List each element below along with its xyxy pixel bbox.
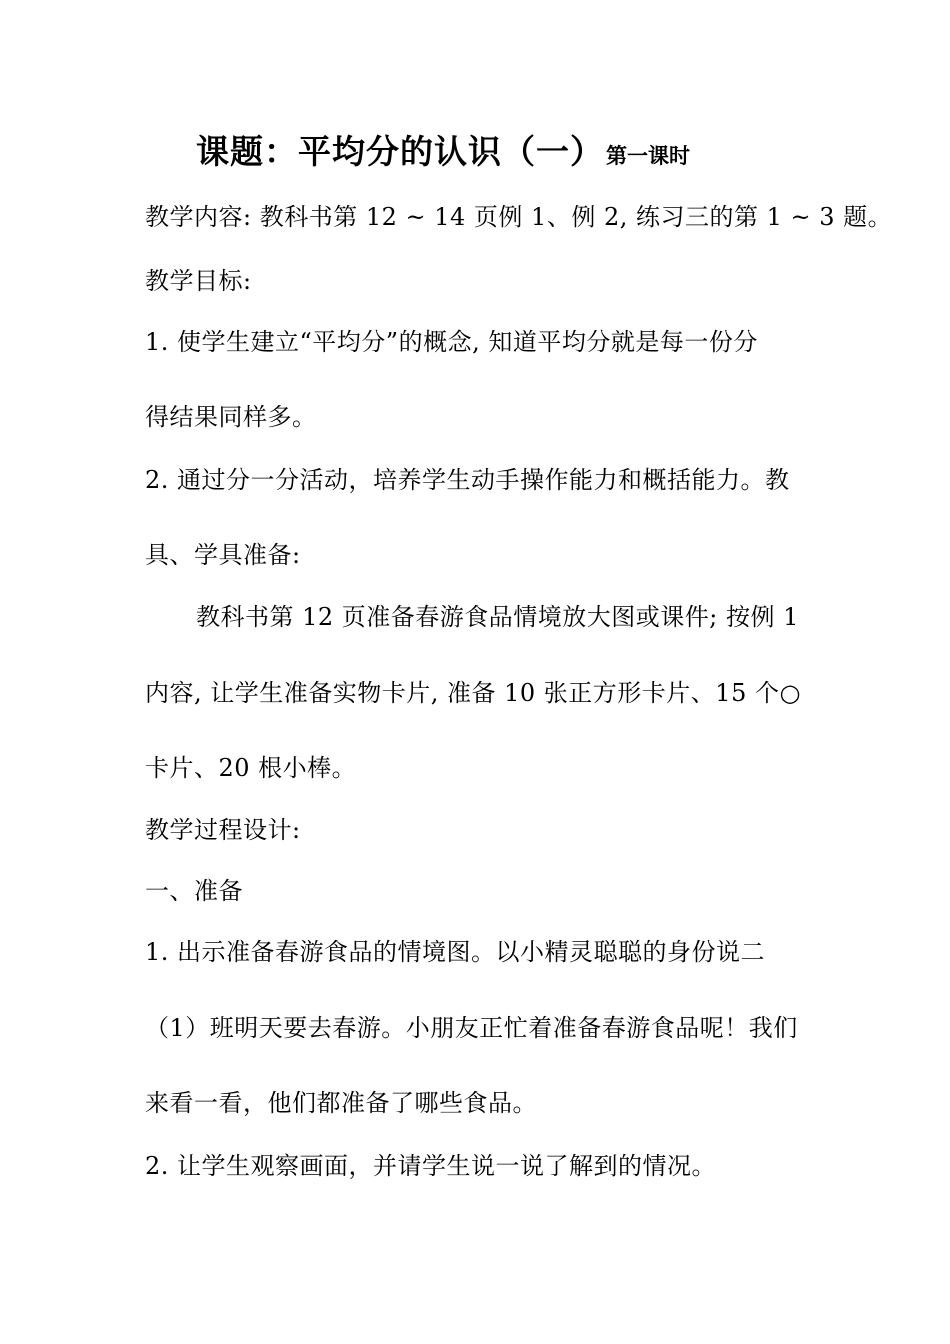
materials-line-3: 卡片、20 根小棒。 <box>145 754 357 782</box>
goal-2-line-1: 2. 通过分一分活动，培养学生动手操作能力和概括能力。教 <box>145 466 790 494</box>
materials-line-1: 教科书第 12 页准备春游食品情境放大图或课件; 按例 1 <box>196 603 799 631</box>
materials-heading: 具、学具准备: <box>145 541 301 569</box>
teaching-goals-heading: 教学目标: <box>145 267 252 295</box>
goal-1-line-2: 得结果同样多。 <box>145 403 317 431</box>
goal-1-line-1: 1. 使学生建立“平均分”的概念, 知道平均分就是每一份分 <box>145 328 758 356</box>
section-1-heading: 一、准备 <box>145 877 243 905</box>
step-1-line-1: 1. 出示准备春游食品的情境图。以小精灵聪聪的身份说二 <box>145 938 766 966</box>
lesson-title-sub: 第一课时 <box>606 144 690 168</box>
teaching-content-line: 教学内容: 教科书第 12 ~ 14 页例 1、例 2, 练习三的第 1 ~ 3 题。 <box>145 203 893 231</box>
materials-line-2: 内容, 让学生准备实物卡片, 准备 10 张正方形卡片、15 个○ <box>145 679 801 707</box>
lesson-title-main: 课题：平均分的认识（一） <box>196 132 604 171</box>
step-1-line-3: 来看一看，他们都准备了哪些食品。 <box>145 1089 537 1117</box>
step-2-line-1: 2. 让学生观察画面，并请学生说一说了解到的情况。 <box>145 1152 717 1180</box>
process-heading: 教学过程设计: <box>145 816 301 844</box>
step-1-line-2: （1）班明天要去春游。小朋友正忙着准备春游食品呢！我们 <box>145 1014 798 1042</box>
lesson-title <box>196 130 690 178</box>
